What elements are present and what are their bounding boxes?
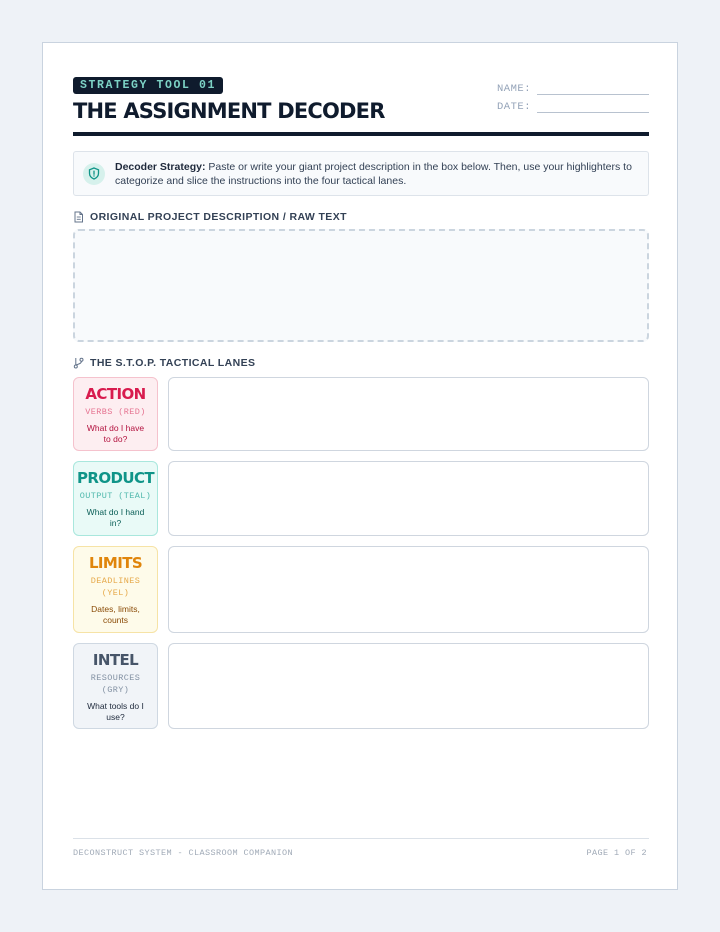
name-label: NAME: (497, 83, 532, 95)
page-number: PAGE 1 OF 2 (586, 848, 647, 858)
date-label: DATE: (497, 101, 532, 113)
lane-subtitle: RESOURCES (GRY) (90, 673, 141, 695)
footer-left: DECONSTRUCT SYSTEM - CLASSROOM COMPANION (73, 848, 294, 858)
date-field[interactable] (537, 101, 649, 113)
raw-text-title: ORIGINAL PROJECT DESCRIPTION / RAW TEXT (90, 211, 347, 223)
footer-divider (73, 838, 649, 839)
lane-subtitle: OUTPUT (TEAL) (79, 491, 152, 501)
branch-icon (73, 357, 84, 369)
strategy-callout (73, 151, 649, 196)
lane-name: PRODUCT (77, 469, 154, 487)
lane-question: What tools do I use? (87, 701, 144, 722)
name-date-fields (497, 77, 649, 113)
lane-input-product[interactable] (168, 461, 649, 536)
lane-card-limits (73, 546, 158, 633)
lane-input-limits[interactable] (168, 546, 649, 633)
lanes-heading (73, 357, 255, 369)
name-field-row (497, 77, 649, 95)
header (73, 77, 649, 137)
callout-text (115, 160, 648, 188)
strategy-tag: STRATEGY TOOL 01 (73, 77, 223, 94)
raw-text-input[interactable] (73, 229, 649, 342)
lane-question: Dates, limits, counts (91, 604, 140, 625)
lane-card-product (73, 461, 158, 536)
lane-name: LIMITS (88, 554, 143, 572)
lanes-title: THE S.T.O.P. TACTICAL LANES (90, 357, 256, 369)
lane-card-intel (73, 643, 158, 729)
callout-bold: Decoder Strategy: (115, 160, 206, 173)
name-field[interactable] (537, 83, 649, 95)
lane-card-action (73, 377, 158, 451)
lane-name: INTEL (92, 651, 139, 669)
lane-question: What do I have to do? (86, 423, 145, 444)
lane-input-intel[interactable] (168, 643, 649, 729)
raw-text-heading (73, 211, 347, 223)
lane-input-action[interactable] (168, 377, 649, 451)
lane-name: ACTION (85, 385, 146, 403)
date-field-row (497, 95, 649, 113)
callout-body: Paste or write your giant project description in the box below. Then, use your highlighters to categorize and slice the instructions into the four tactical lanes. (115, 160, 632, 187)
document-icon (73, 211, 84, 223)
header-divider (73, 132, 649, 136)
shield-icon (83, 163, 105, 185)
worksheet-page (42, 42, 678, 890)
lane-question: What do I hand in? (86, 507, 145, 528)
lane-subtitle: VERBS (RED) (85, 407, 146, 417)
page-title: THE ASSIGNMENT DECODER (73, 99, 385, 123)
lane-subtitle: DEADLINES (YEL) (90, 576, 141, 598)
